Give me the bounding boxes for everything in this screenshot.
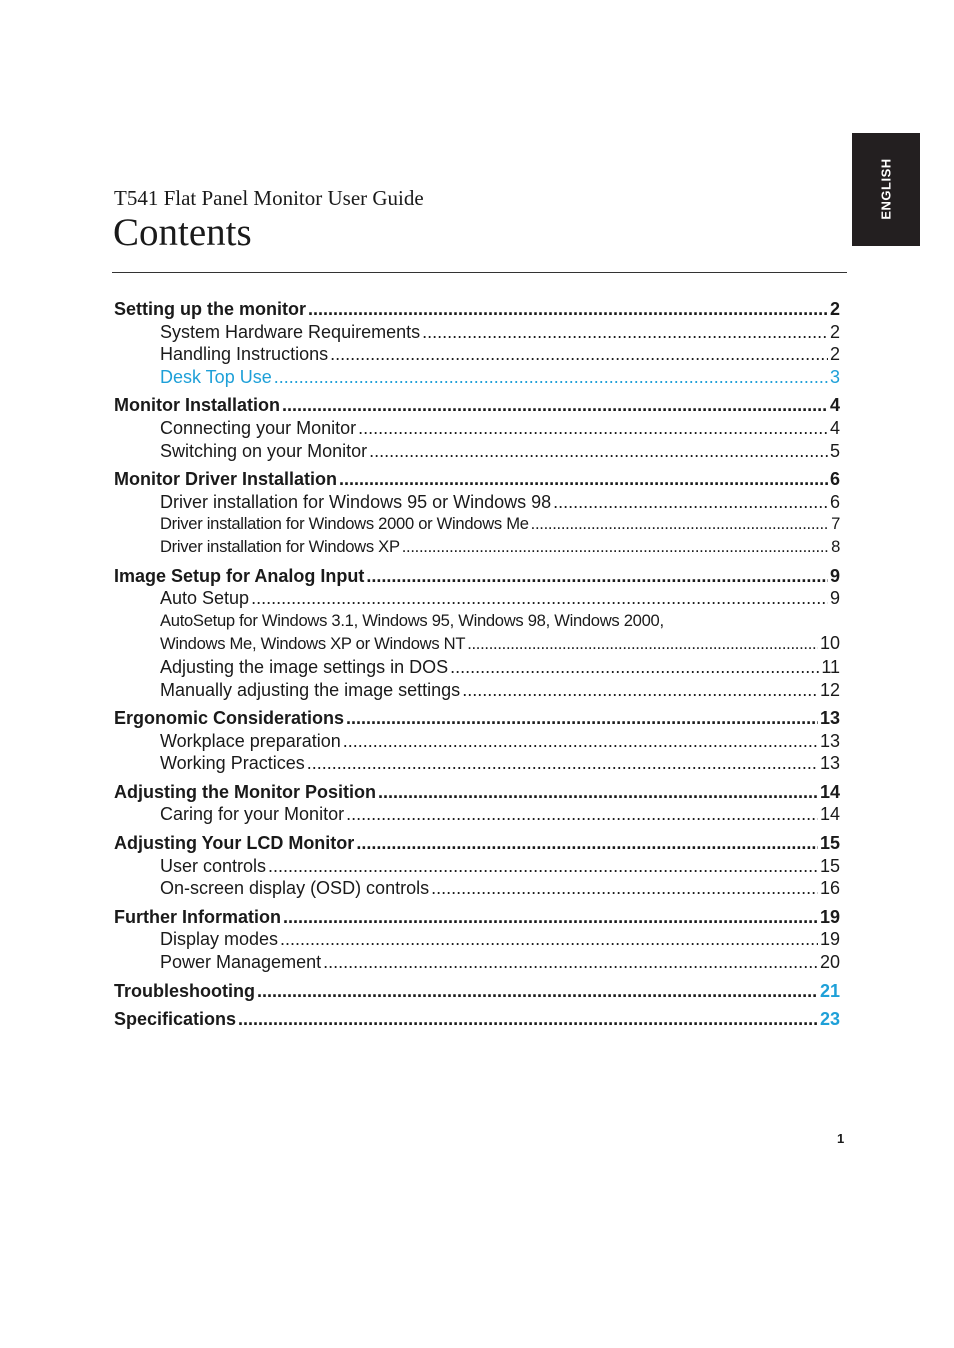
toc-entry[interactable] [114, 394, 840, 417]
toc-subentry-title: Handling Instructions [160, 344, 329, 365]
toc-entry-title: Monitor Driver Installation [114, 469, 338, 490]
toc-subentry[interactable] [114, 343, 840, 366]
toc-subentry-title: Switching on your Monitor [160, 440, 368, 461]
toc-entry[interactable] [114, 1008, 840, 1031]
toc-subentry-page: 2 [829, 321, 840, 342]
toc-leader [346, 803, 818, 826]
toc-subentry-title: Driver installation for Windows 2000 or Windows Me [160, 514, 529, 534]
toc-subentry-title: Auto Setup [160, 588, 250, 609]
toc-entry-title: Monitor Installation [114, 395, 280, 416]
toc-entry-page: 19 [819, 906, 840, 927]
toc-subentry[interactable] [114, 587, 840, 610]
toc-leader [431, 877, 818, 900]
toc-subentry-title: On-screen display (OSD) controls [160, 878, 430, 899]
toc-entry-title: Troubleshooting [114, 980, 255, 1001]
toc-entry-page-link[interactable]: 23 [819, 1009, 840, 1030]
toc-subentry-first-line[interactable] [114, 610, 840, 633]
toc-subentry-title: Adjusting the image settings in DOS [160, 656, 449, 677]
toc-subentry-page: 8 [831, 536, 840, 556]
toc-leader [462, 679, 818, 702]
header-divider [112, 272, 847, 273]
toc-leader [402, 536, 829, 559]
toc-subentry-title: System Hardware Requirements [160, 321, 421, 342]
toc-section [114, 298, 840, 388]
toc-entry[interactable] [114, 298, 840, 321]
toc-subentry-title: Connecting your Monitor [160, 417, 357, 438]
toc-section [114, 468, 840, 558]
toc-subentry-page: 16 [819, 878, 840, 899]
toc-entry-page: 13 [819, 708, 840, 729]
toc-subentry-page: 5 [829, 440, 840, 461]
toc-leader [450, 656, 819, 679]
toc-subentry-title: Driver installation for Windows XP [160, 536, 400, 556]
toc-entry-page: 2 [829, 299, 840, 319]
toc-subentry-page: 14 [819, 804, 840, 825]
toc-subentry[interactable] [114, 656, 840, 679]
toc-subentry-page: 13 [819, 753, 840, 774]
toc-subentry-title: User controls [160, 855, 267, 876]
toc-leader [308, 298, 828, 321]
toc-entry-page-link[interactable]: 21 [819, 980, 840, 1001]
toc-subentry[interactable] [114, 803, 840, 826]
toc-subentry[interactable] [114, 417, 840, 440]
toc-section [114, 565, 840, 702]
toc-subentry-page: 4 [829, 417, 840, 438]
toc-leader [268, 855, 818, 878]
toc-subentry-title: Workplace preparation [160, 730, 341, 751]
toc-subentry[interactable] [114, 877, 840, 900]
toc-subentry-page: 10 [819, 633, 840, 654]
toc-entry[interactable] [114, 906, 840, 929]
toc-leader [343, 730, 818, 753]
toc-entry[interactable] [114, 832, 840, 855]
toc-subentry-title: Desk Top Use [160, 366, 272, 387]
toc-subentry-page: 15 [819, 855, 840, 876]
toc-leader [346, 707, 818, 730]
toc-subentry[interactable] [114, 513, 840, 536]
toc-leader [323, 951, 818, 974]
toc-section [114, 980, 840, 1003]
toc-subentry-page: 3 [829, 366, 840, 387]
toc-section [114, 394, 840, 462]
toc-leader [339, 468, 828, 491]
toc-subentry[interactable] [114, 679, 840, 702]
toc-subentry-page: 13 [819, 730, 840, 751]
toc-section [114, 832, 840, 900]
toc-subentry-title: Display modes [160, 929, 279, 950]
page-title: Contents [113, 211, 252, 254]
toc-entry-page: 14 [819, 781, 840, 802]
toc-entry-title: Adjusting Your LCD Monitor [114, 833, 355, 854]
toc-subentry-title-cont: Windows Me, Windows XP or Windows NT [160, 634, 466, 654]
toc-subentry-page: 11 [821, 656, 840, 677]
document-subtitle: T541 Flat Panel Monitor User Guide [114, 186, 424, 210]
toc-entry[interactable] [114, 781, 840, 804]
toc-subentry-page: 19 [819, 929, 840, 950]
toc-subentry[interactable] [114, 752, 840, 775]
toc-section [114, 781, 840, 826]
toc-subentry-title: Working Practices [160, 753, 305, 774]
toc-leader [422, 321, 828, 344]
table-of-contents [114, 298, 840, 1037]
toc-subentry-link[interactable] [114, 366, 840, 389]
toc-leader [307, 752, 818, 775]
toc-entry[interactable] [114, 565, 840, 588]
toc-subentry-page: 20 [819, 952, 840, 973]
toc-section [114, 1008, 840, 1031]
toc-subentry-page: 2 [829, 344, 840, 365]
language-tab [852, 133, 920, 246]
toc-section [114, 707, 840, 775]
toc-subentry-page: 6 [829, 491, 840, 512]
toc-entry-title: Setting up the monitor [114, 299, 306, 319]
toc-subentry[interactable] [114, 321, 840, 344]
toc-entry-page: 15 [819, 833, 840, 854]
toc-entry[interactable] [114, 468, 840, 491]
toc-subentry-title: Power Management [160, 952, 322, 973]
toc-leader [274, 366, 828, 389]
toc-leader [531, 513, 829, 536]
toc-leader [330, 343, 828, 366]
toc-section [114, 906, 840, 974]
toc-leader [257, 980, 818, 1003]
toc-entry-title: Ergonomic Considerations [114, 708, 345, 729]
toc-subentry[interactable] [114, 536, 840, 559]
toc-subentry[interactable] [114, 491, 840, 514]
toc-subentry[interactable] [114, 440, 840, 463]
toc-leader [378, 781, 818, 804]
toc-leader [366, 565, 828, 588]
toc-entry[interactable] [114, 707, 840, 730]
toc-subentry[interactable] [114, 928, 840, 951]
page-number: 1 [837, 1131, 845, 1146]
toc-entry-title: Image Setup for Analog Input [114, 565, 365, 586]
toc-subentry-page: 9 [829, 588, 840, 609]
toc-subentry-title: Manually adjusting the image settings [160, 679, 461, 700]
toc-leader [369, 440, 828, 463]
toc-entry-page: 4 [829, 395, 840, 416]
toc-entry-title: Adjusting the Monitor Position [114, 781, 376, 802]
language-tab-label: ENGLISH [878, 158, 894, 220]
toc-subentry-title: Driver installation for Windows 95 or Windows 98 [160, 491, 552, 512]
toc-subentry[interactable] [114, 730, 840, 753]
toc-entry[interactable] [114, 980, 840, 1003]
toc-entry-page: 9 [829, 565, 840, 586]
toc-leader [358, 417, 828, 440]
toc-leader [283, 906, 818, 929]
toc-leader [553, 491, 828, 514]
toc-leader [467, 633, 818, 656]
toc-entry-title: Specifications [114, 1009, 237, 1030]
toc-leader [356, 832, 818, 855]
toc-subentry-continuation[interactable] [114, 632, 840, 656]
toc-leader [251, 587, 828, 610]
toc-leader [282, 394, 828, 417]
toc-entry-title: Further Information [114, 906, 281, 927]
toc-leader [280, 928, 818, 951]
toc-leader [238, 1008, 818, 1031]
toc-subentry-title: Caring for your Monitor [160, 804, 345, 825]
toc-entry-page: 6 [829, 469, 840, 490]
toc-subentry-page: 12 [819, 679, 840, 700]
toc-subentry[interactable] [114, 855, 840, 878]
toc-subentry-title: AutoSetup for Windows 3.1, Windows 95, Windows 98, Windows 2000, [160, 610, 664, 630]
toc-subentry-page: 7 [831, 514, 840, 534]
toc-subentry[interactable] [114, 951, 840, 974]
